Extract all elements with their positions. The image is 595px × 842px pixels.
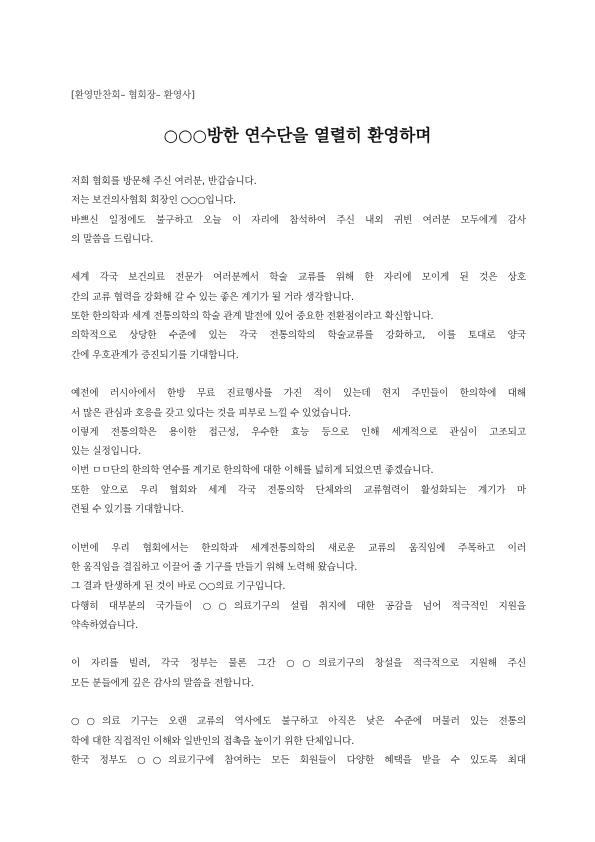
- text-line: 또한 한의학과 세계 전통의학의 학술 관계 발전에 있어 중요한 전환점이라고 확신합니다.: [71, 311, 434, 323]
- text-line: 학에 대한 직접적인 이해와 일반인의 접촉을 높이기 위한 단체입니다.: [71, 735, 355, 747]
- text-line: 의학적으로 상당한 수준에 있는 각국 전통의학의 학술교류를 강화하고, 이를 토대로 양국: [71, 330, 526, 342]
- text-line: 이번에 우리 협회에서는 한의학과 세계전통의학의 새로운 교류의 움직임에 주목하고 이러: [71, 542, 526, 554]
- text-line: 그 결과 탄생하게 된 것이 바로 ○○의료 기구입니다.: [71, 581, 286, 593]
- text-line: 한국 정부도 ○○의료기구에 참여하는 모든 회원들이 다양한 혜택을 받을 수 있도록 최대: [71, 754, 526, 766]
- text-line: 간의 교류 협력을 강화해 갈 수 있는 좋은 계기가 될 거라 생각합니다.: [71, 291, 354, 303]
- text-line: 이 자리를 빌려, 각국 정부는 물론 그간 ○○의료기구의 창설을 적극적으로 지원해 주신: [71, 658, 526, 670]
- text-line: 모든 분들에게 깊은 감사의 말씀을 전합니다.: [71, 677, 254, 689]
- speech-title: ○○○방한 연수단을 열렬히 환영하며: [163, 126, 432, 145]
- text-line: 련될 수 있기를 기대합니다.: [71, 504, 184, 516]
- paragraph: [71, 384, 526, 519]
- text-line: 약속하였습니다.: [71, 619, 139, 631]
- text-line: 한 움직임을 결집하고 이끌어 줄 기구를 만들기 위해 노력해 왔습니다.: [71, 561, 358, 573]
- text-line: 이번 ㅁㅁ단의 한의학 연수를 계기로 한의학에 대한 이해를 넓히게 되었으면 좋겠습니다.: [71, 465, 434, 477]
- text-line: 저는 보건의사협회 회장인 ○○○입니다.: [71, 195, 236, 207]
- speech-category-tag: [환영만찬회– 협회장– 환영사]: [71, 90, 195, 101]
- text-line: 서 많은 관심과 호응을 갖고 있다는 것을 피부로 느낄 수 있었습니다.: [71, 407, 351, 419]
- text-line: 바쁘신 일정에도 불구하고 오늘 이 자리에 참석하여 주신 내외 귀빈 여러분 모두에게 감사: [71, 214, 526, 226]
- text-line: 저희 협회를 방문해 주신 여러분, 반갑습니다.: [71, 176, 257, 187]
- text-line: 있는 실정입니다.: [71, 446, 142, 458]
- paragraph: [71, 539, 526, 635]
- text-line: 이렇게 전통의학은 용이한 접근성, 우수한 효능 등으로 인해 세계적으로 관심이 고조되고: [71, 426, 526, 438]
- text-line: 또한 앞으로 우리 협회와 세계 각국 전통의학 단체와의 교류협력이 활성화되는 계기가 마: [71, 484, 526, 496]
- paragraph: [71, 654, 526, 693]
- speech-body: [71, 172, 526, 790]
- text-line: ○○의료 기구는 오랜 교류의 역사에도 불구하고 아직은 낮은 수준에 머물러 있는 전통의: [71, 716, 526, 728]
- text-line: 다행히 대부분의 국가들이 ○○의료기구의 설립 취지에 대한 공감을 넘어 적극적인 지원을: [71, 600, 526, 612]
- text-line: 의 말씀을 드립니다.: [71, 233, 154, 245]
- paragraph: [71, 172, 526, 249]
- text-line: 간에 우호관계가 증진되기를 기대합니다.: [71, 349, 239, 361]
- paragraph: [71, 268, 526, 364]
- text-line: 예전에 러시아에서 한방 무료 진료행사를 가진 적이 있는데 현지 주민들이 한의학에 대해: [71, 388, 526, 400]
- text-line: 세계 각국 보건의료 전문가 여러분께서 학술 교류를 위해 한 자리에 모이게 된 것은 상호: [71, 272, 526, 284]
- paragraph: [71, 712, 526, 770]
